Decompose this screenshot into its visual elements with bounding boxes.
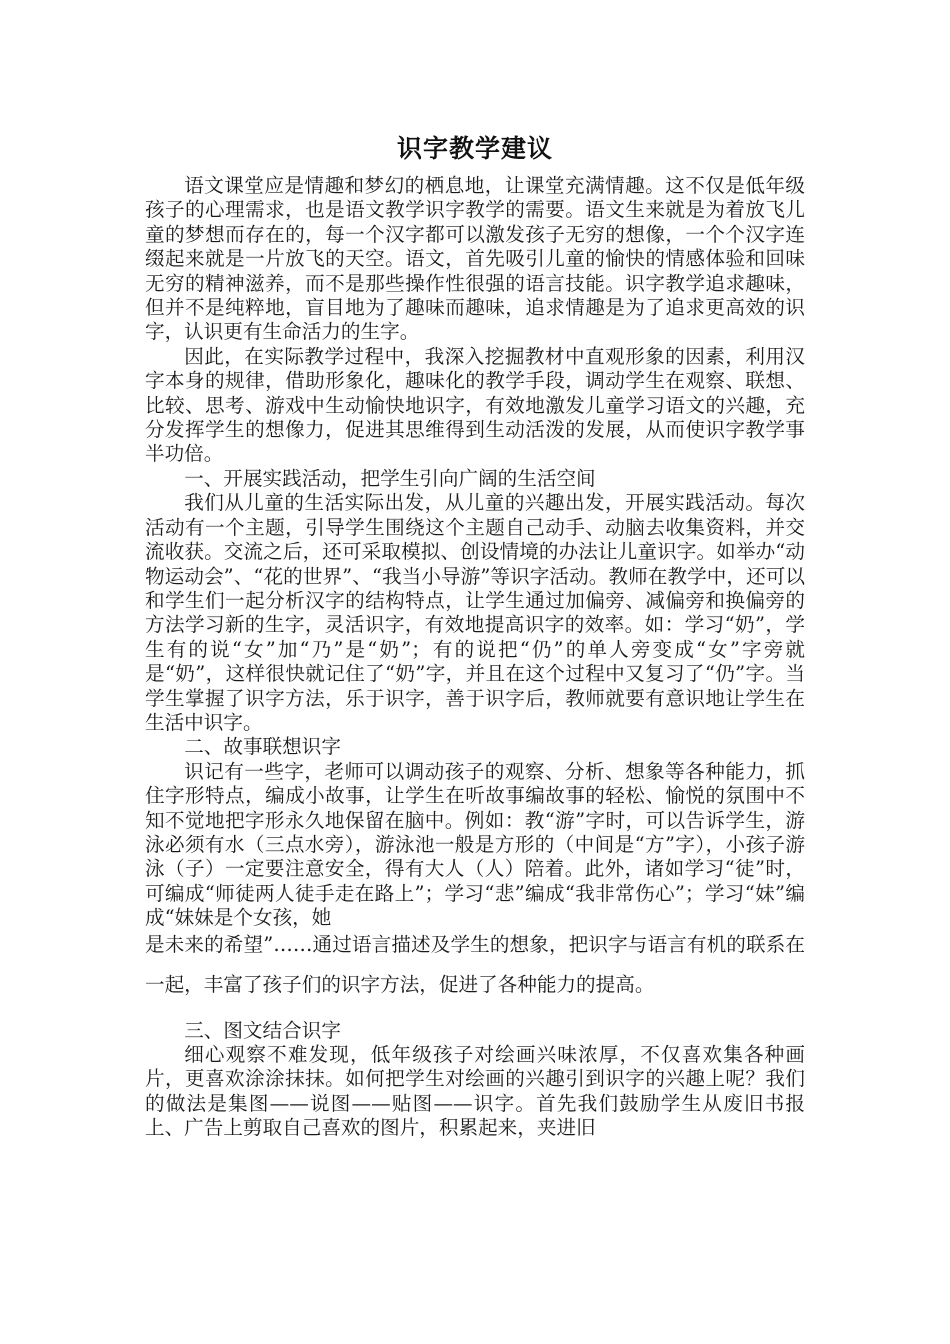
section-heading-3: 三、图文结合识字 xyxy=(184,1018,341,1042)
document-body xyxy=(145,174,805,1141)
paragraph-section-3: 细心观察不难发现，低年级孩子对绘画兴味浓厚，不仅喜欢集各种画片，更喜欢涂涂抹抹。如何把学生对绘画的兴趣引到识字的兴趣上呢？我们的做法是集图——说图——贴图——识字。首先我们鼓励学生从废旧书报上、广告上剪取自己喜欢的图片，积累起来，夹进旧 xyxy=(145,1043,805,1140)
paragraph-intro: 语文课堂应是情趣和梦幻的栖息地，让课堂充满情趣。这不仅是低年级孩子的心理需求，也是语文教学识字教学的需要。语文生来就是为着放飞儿童的梦想而存在的，每一个汉字都可以激发孩子无穷的想像，一个个汉字连缀起来就是一片放飞的天空。语文，首先吸引儿童的愉快的情感体验和回味无穷的精神滋养，而不是那些操作性很强的语言技能。识字教学追求趣味，但并不是纯粹地，盲目地为了趣味而趣味，追求情趣是为了追求更高效的识字，认识更有生命活力的生字。 xyxy=(145,174,805,344)
paragraph-section-2-continued: 是未来的希望”……通过语言描述及学生的想象，把识字与语言有机的联系在一起，丰富了孩子们的识字方法，促进了各种能力的提高。 xyxy=(145,932,805,996)
paragraph-approach: 因此，在实际教学过程中，我深入挖掘教材中直观形象的因素，利用汉字本身的规律，借助形象化，趣味化的教学手段，调动学生在观察、联想、比较、思考、游戏中生动愉快地识字，有效地激发儿童学习语文的兴趣，充分发挥学生的想像力，促进其思维得到生动活泼的发展，从而使识字教学事半功倍。 xyxy=(145,344,805,466)
document-title: 识字教学建议 xyxy=(396,134,553,163)
paragraph-section-1: 我们从儿童的生活实际出发，从儿童的兴趣出发，开展实践活动。每次活动有一个主题，引导学生围绕这个主题自己动手、动脑去收集资料，并交流收获。交流之后，还可采取模拟、创设情境的办法让儿童识字。如举办“动物运动会”、“花的世界”、“我当小导游”等识字活动。教师在教学中，还可以和学生们一起分析汉字的结构特点，让学生通过加偏旁、减偏旁和换偏旁的方法学习新的生字，灵活识字，有效地提高识字的效率。如：学习“奶”，学生有的说“女”加“乃”是“奶”；有的说把“仍”的单人旁变成“女”字旁就是“奶”，这样很快就记住了“奶”字，并且在这个过程中又复习了“仍”字。当学生掌握了识字方法，乐于识字，善于识字后，教师就要有意识地让学生在生活中识字。 xyxy=(145,491,805,734)
section-heading-2: 二、故事联想识字 xyxy=(184,735,341,759)
section-heading-1: 一、开展实践活动，把学生引向广阔的生活空间 xyxy=(184,466,596,490)
paragraph-section-2: 识记有一些字，老师可以调动孩子的观察、分析、想象等各种能力，抓住字形特点，编成小故事，让学生在听故事编故事的轻松、愉悦的氛围中不知不觉地把字形永久地保留在脑中。例如：教“游”字时，可以告诉学生，游泳必须有水（三点水旁），游泳池一般是方形的（中间是“方”字），小孩子游泳（子）一定要注意安全，得有大人（人）陪着。此外，诸如学习“徒”时，可编成“师徒两人徒手走在路上”；学习“悲”编成“我非常伤心”；学习“妹”编成“妹妹是个女孩，她 xyxy=(145,759,805,930)
